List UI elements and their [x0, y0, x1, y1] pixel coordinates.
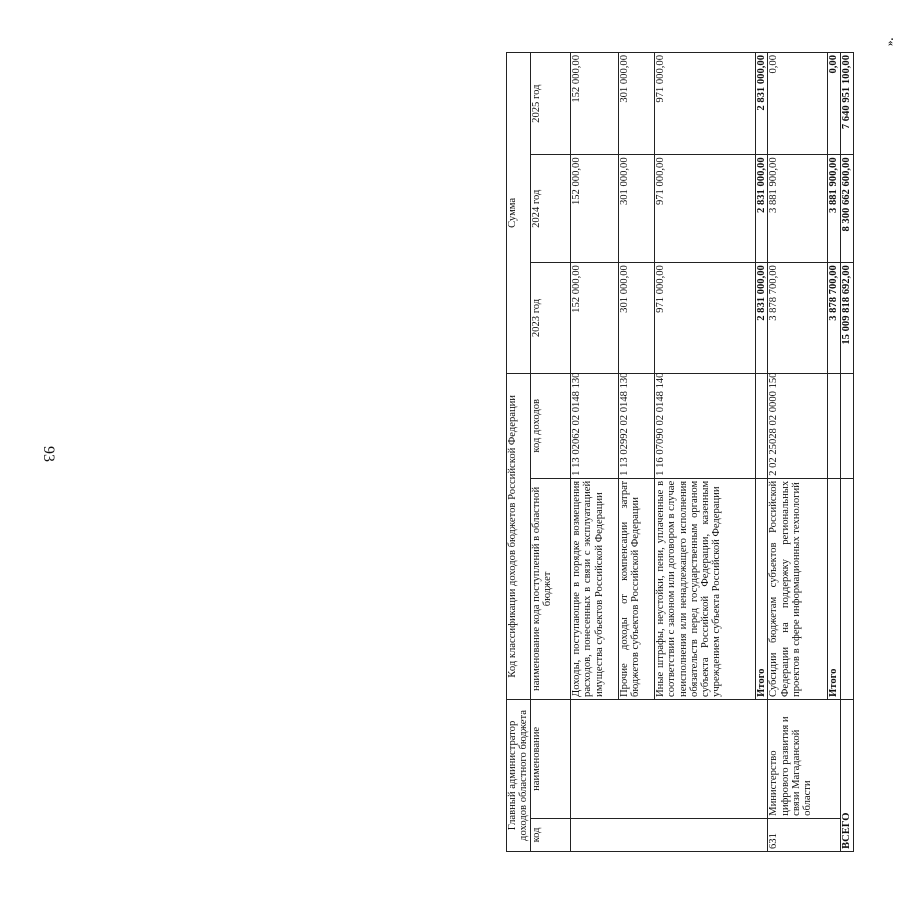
grand-total-2024: 8 300 662 600,00: [840, 155, 853, 263]
subtotal-2025: 0,00: [828, 53, 840, 155]
income-name-cell: Иные штрафы, неустойки, пени, уплаченные в соответствии с законом или договором в случае неисполнения или ненадлежащего исполнения обязательств перед государственным органом субъекта Российской Федерации, казенным учреждением субъекта Российской Федерации: [655, 478, 756, 699]
income-name-cell: Прочие доходы от компенсации затрат бюджетов субъектов Российской Федерации: [619, 478, 655, 699]
subtotal-2025: 2 831 000,00: [756, 53, 768, 155]
header-year-2025: 2025 год: [531, 53, 571, 155]
subtotal-2024: 2 831 000,00: [756, 155, 768, 263]
income-code-cell: 1 13 02062 02 0148 130: [571, 373, 619, 478]
subtotal-label: Итого: [756, 478, 768, 699]
header-sum-group: Сумма: [507, 53, 531, 374]
rotated-table-container: [506, 37, 906, 852]
row-name-empty: [571, 699, 768, 818]
closing-quote: ».: [884, 37, 896, 46]
header-admin-group: Главный администратор доходов областного бюджета: [507, 699, 531, 851]
subtotal-2024: 3 881 900,00: [828, 155, 840, 263]
amount-2023: 152 000,00: [571, 263, 619, 374]
amount-2024: 3 881 900,00: [768, 155, 828, 263]
grand-total-empty: [840, 373, 853, 478]
income-code-cell: 1 13 02992 02 0148 130: [619, 373, 655, 478]
header-code: код: [531, 818, 571, 851]
amount-2025: 152 000,00: [571, 53, 619, 155]
header-income-code: код доходов: [531, 373, 571, 478]
income-code-cell: 1 16 07090 02 0148 140: [655, 373, 756, 478]
subtotal-code-empty: [756, 373, 768, 478]
income-table: [506, 52, 854, 852]
amount-2025: 301 000,00: [619, 53, 655, 155]
header-classification-group: Код классификации доходов бюджетов Российской Федерации: [507, 373, 531, 699]
grand-total-2025: 7 640 951 100,00: [840, 53, 853, 155]
amount-2024: 301 000,00: [619, 155, 655, 263]
grand-total-2023: 15 009 818 692,00: [840, 263, 853, 374]
row-code-empty: [571, 818, 768, 851]
amount-2025: 0,00: [768, 53, 828, 155]
amount-2023: 3 878 700,00: [768, 263, 828, 374]
amount-2024: 971 000,00: [655, 155, 756, 263]
grand-total-empty: [840, 478, 853, 699]
header-year-2023: 2023 год: [531, 263, 571, 374]
header-year-2024: 2024 год: [531, 155, 571, 263]
subtotal-2023: 2 831 000,00: [756, 263, 768, 374]
ministry-name: Министерство цифрового развития и связи Магаданской области: [768, 699, 840, 818]
table-row: [571, 53, 619, 852]
subtotal-label: Итого: [828, 478, 840, 699]
amount-2023: 971 000,00: [655, 263, 756, 374]
subtotal-2023: 3 878 700,00: [828, 263, 840, 374]
amount-2023: 301 000,00: [619, 263, 655, 374]
income-name-cell: Доходы, поступающие в порядке возмещения расходов, понесенных в связи с эксплуатацией имущества субъектов Российской Федерации: [571, 478, 619, 699]
page-number: 93: [40, 446, 57, 462]
amount-2025: 971 000,00: [655, 53, 756, 155]
grand-total-row: [840, 53, 853, 852]
header-name: наименование: [531, 699, 571, 818]
subtotal-code-empty: [828, 373, 840, 478]
header-income-name: наименование кода поступлений в областной бюджет: [531, 478, 571, 699]
income-name-cell: Субсидии бюджетам субъектов Российской Федерации на поддержку региональных проектов в сфере информационных технологий: [768, 478, 828, 699]
grand-total-label: ВСЕГО: [840, 699, 853, 851]
table-row: [768, 53, 828, 852]
ministry-code: 631: [768, 818, 840, 851]
income-code-cell: 2 02 25028 02 0000 150: [768, 373, 828, 478]
amount-2024: 152 000,00: [571, 155, 619, 263]
